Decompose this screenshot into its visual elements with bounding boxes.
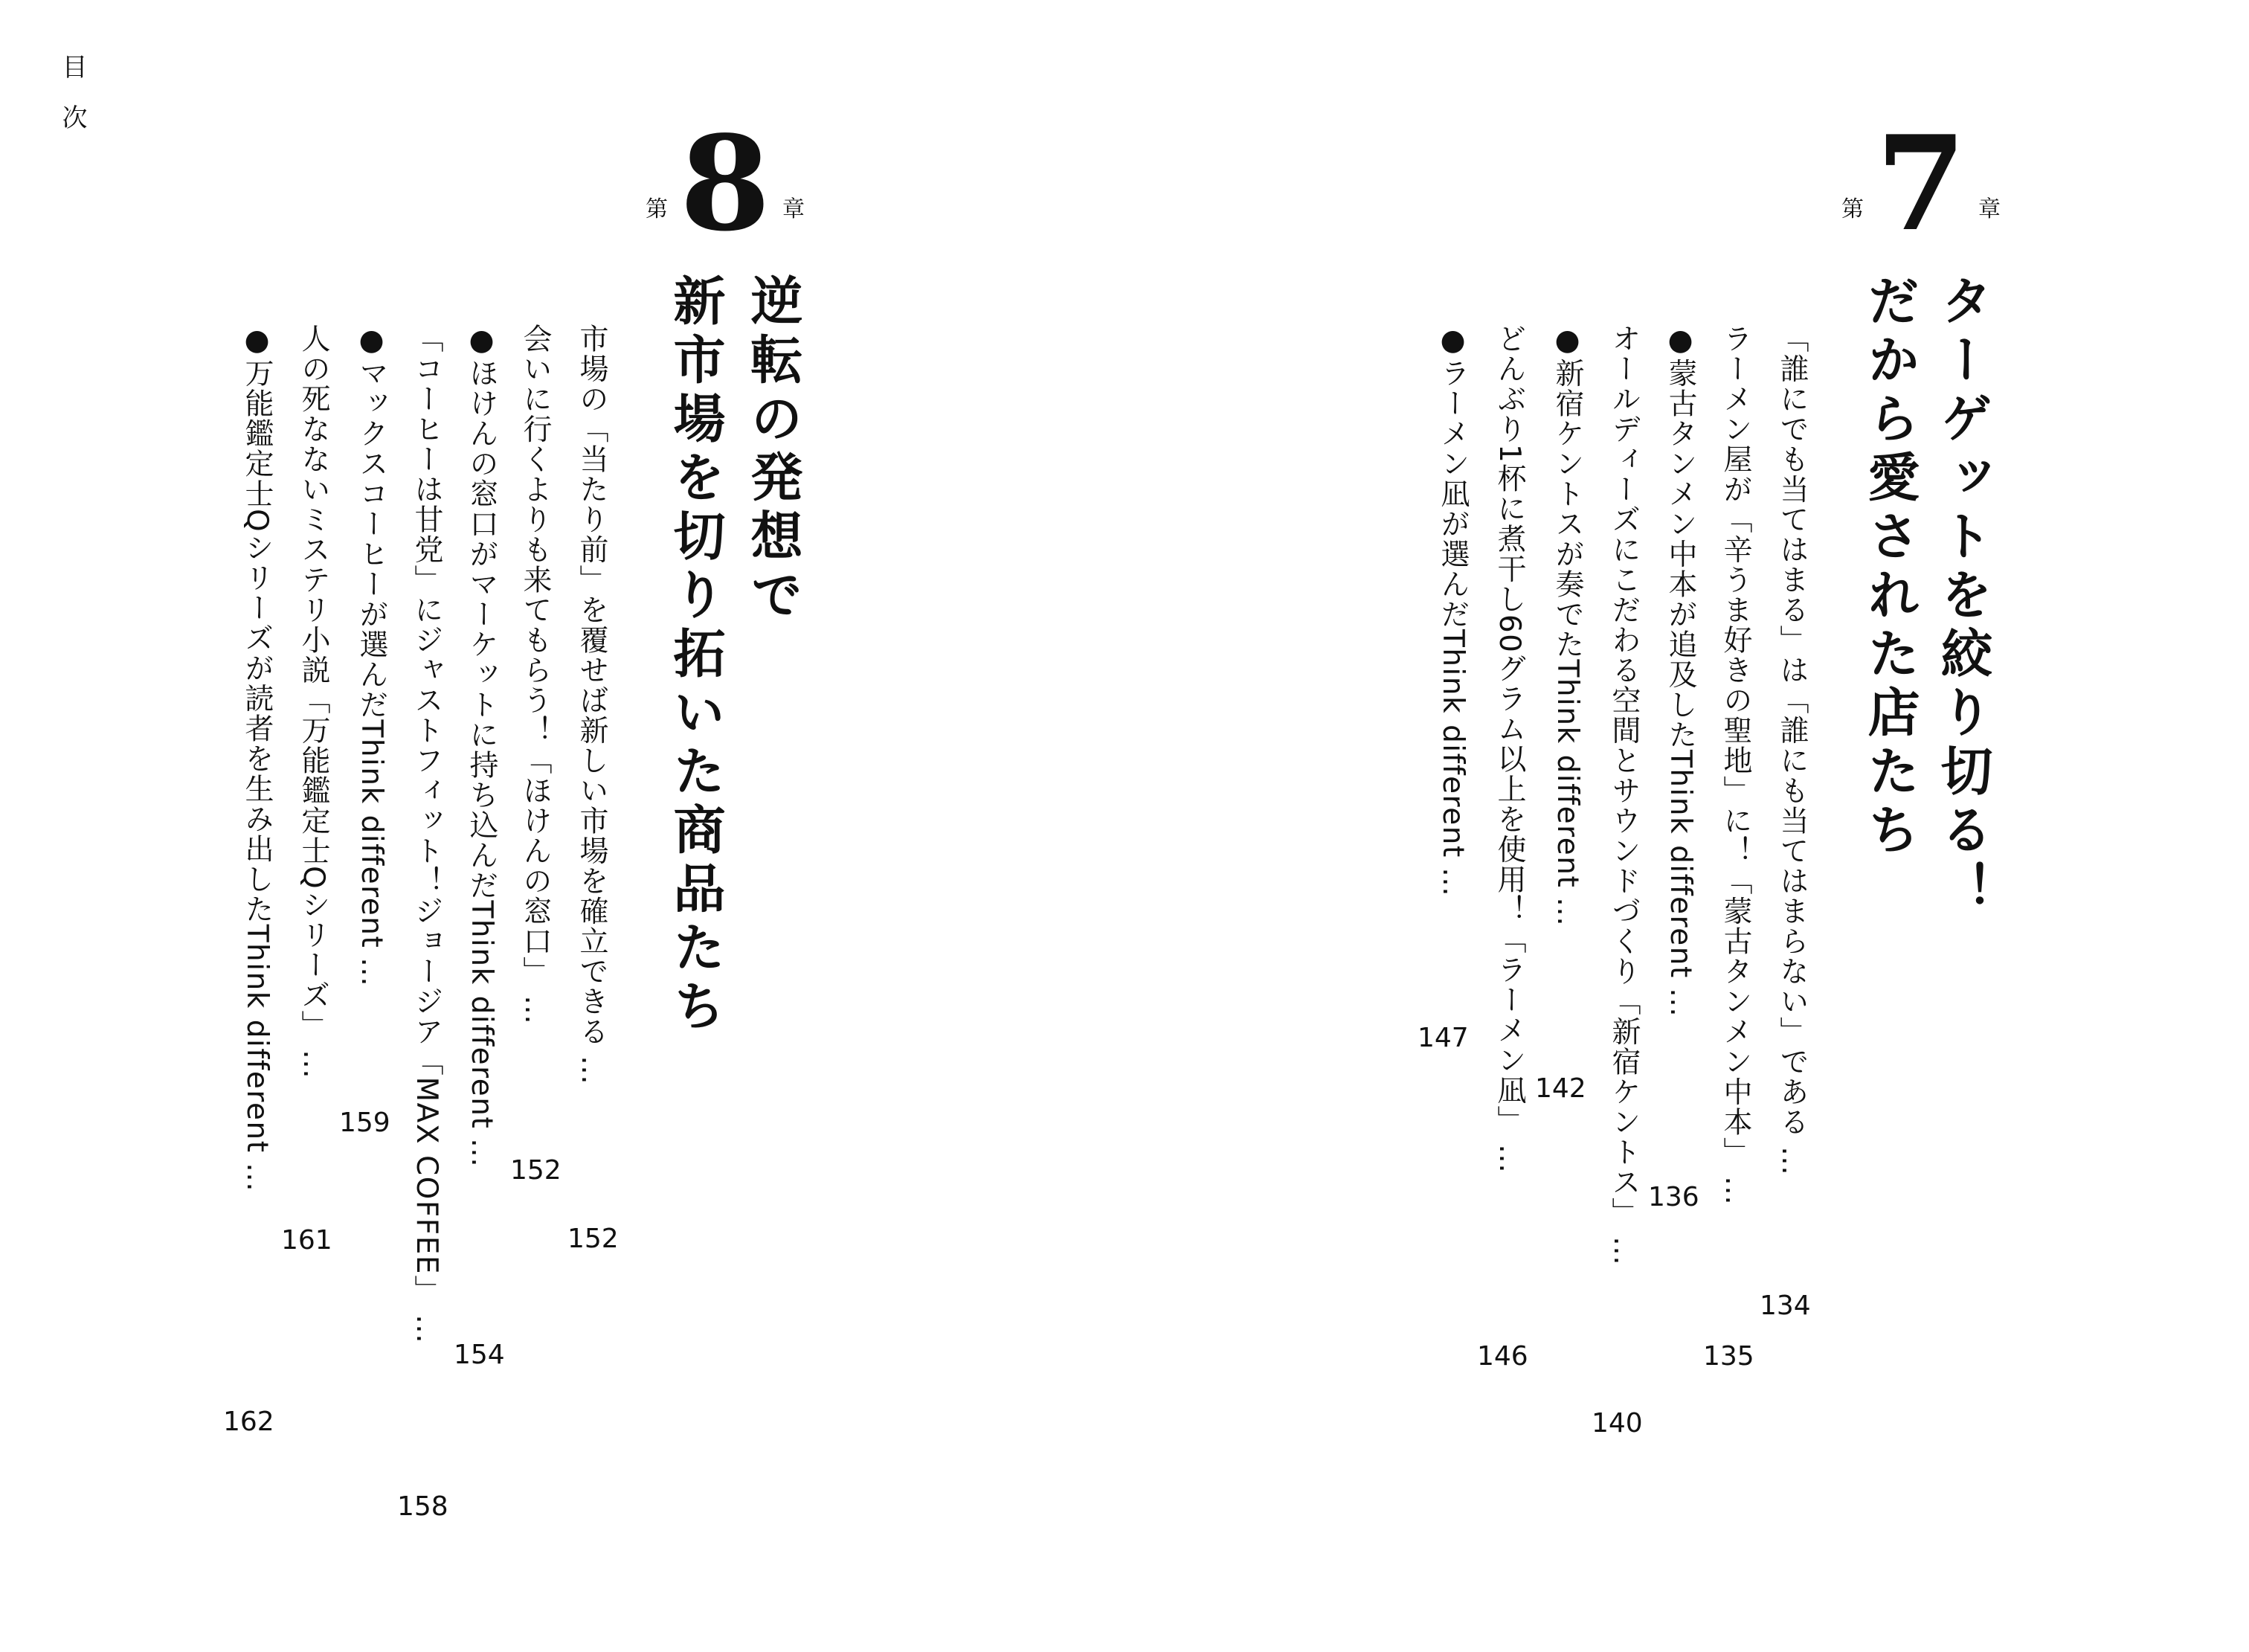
toc-entry-dots: … [1436, 867, 1470, 896]
chapter-7-sho: 章 [1978, 196, 2001, 222]
toc-page-7-1: 134 [1760, 1291, 1811, 1321]
toc-entry-dots: … [1719, 1176, 1753, 1205]
toc-entry-dots: … [518, 995, 553, 1024]
chapter-8-title-line-1: 逆転の発想で [742, 274, 804, 626]
toc-entry-7-2[interactable] [1718, 324, 1752, 1205]
chapter-8-number: 8 [680, 108, 770, 260]
toc-entry-dots: … [575, 1055, 609, 1084]
toc-entry-text: 人の死なないミステリ小説「万能鑑定士Qシリーズ」 [297, 324, 331, 1041]
toc-entry-8-2[interactable] [518, 324, 552, 1024]
toc-entry-7-5[interactable] [1550, 324, 1584, 926]
toc-entry-7-1[interactable] [1775, 324, 1809, 1175]
toc-entry-dots: … [297, 1049, 331, 1079]
toc-entry-dots: … [1664, 987, 1698, 1017]
toc-page-8-2: 152 [510, 1155, 562, 1186]
chapter-8-heading [646, 108, 805, 260]
toc-entry-text: ●蒙古タンメン中本が追及したThink different [1664, 324, 1698, 979]
toc-entry-8-1[interactable] [574, 324, 608, 1084]
toc-entry-dots: … [465, 1138, 499, 1168]
toc-entry-text: ●ほけんの窓口がマーケットに持ち込んだThink different [465, 324, 499, 1130]
toc-entry-7-3[interactable] [1663, 324, 1697, 1017]
toc-entry-7-6[interactable] [1492, 324, 1526, 1173]
toc-page-7-3: 136 [1648, 1182, 1699, 1212]
chapter-7-dai: 第 [1841, 196, 1864, 222]
toc-entry-text: オールディーズにこだわる空間とサウンドづくり「新宿ケントス」 [1607, 324, 1641, 1227]
toc-page-8-6: 161 [281, 1225, 332, 1256]
toc-entry-dots: … [1775, 1145, 1809, 1175]
toc-entry-8-5[interactable] [354, 324, 388, 986]
chapter-8-sho: 章 [782, 196, 805, 222]
toc-entry-text: 「コーヒーは甘党」にジャストフィット！ジョージア「MAX COFFEE」 [410, 324, 444, 1305]
chapter-8-title-line-2: 新市場を切り拓いた商品たち [665, 274, 727, 1038]
toc-page-8-1: 152 [567, 1224, 619, 1254]
toc-entry-text: 市場の「当たり前」を覆せば新しい市場を確立できる [575, 324, 609, 1047]
toc-page-7-4: 140 [1592, 1408, 1643, 1439]
toc-entry-text: 「誰にでも当てはまる」は「誰にも当てはまらない」である [1775, 324, 1809, 1137]
toc-entry-8-7[interactable] [239, 324, 274, 1192]
chapter-7-number: 7 [1876, 108, 1966, 260]
chapter-7-heading [1841, 108, 2001, 260]
toc-page-7-2: 135 [1703, 1341, 1754, 1372]
toc-entry-dots: … [1607, 1236, 1641, 1265]
toc-entry-7-7[interactable] [1435, 324, 1470, 896]
toc-entry-8-3[interactable] [464, 324, 498, 1167]
toc-entry-text: 会いに行くよりも来てもらう！「ほけんの窓口」 [518, 324, 553, 986]
toc-entry-dots: … [1493, 1144, 1527, 1174]
toc-entry-dots: … [1551, 897, 1585, 927]
toc-entry-dots: … [355, 957, 389, 987]
toc-entry-dots: … [410, 1314, 444, 1343]
toc-entry-dots: … [240, 1162, 274, 1192]
toc-page-8-3: 154 [454, 1340, 505, 1370]
toc-entry-text: ラーメン屋が「辛うま好きの聖地」に！「蒙古タンメン中本」 [1719, 324, 1753, 1167]
toc-page-8-5: 159 [339, 1108, 390, 1138]
toc-entry-text: ●万能鑑定士Qシリーズが読者を生み出したThink different [240, 324, 274, 1154]
toc-page-8-4: 158 [397, 1491, 448, 1522]
toc-page-7-6: 146 [1477, 1341, 1528, 1372]
toc-entry-text: ●マックスコーヒーが選んだThink different [355, 324, 389, 949]
chapter-7-title-line-1: ターゲットを絞り切る！ [1932, 274, 1994, 920]
toc-page-7-5: 142 [1535, 1073, 1586, 1104]
toc-page-8-7: 162 [223, 1407, 274, 1437]
page-label: 目次 [57, 54, 87, 155]
toc-entry-8-4[interactable] [409, 324, 443, 1343]
toc-entry-text: ●新宿ケントスが奏でたThink different [1551, 324, 1585, 889]
toc-entry-7-4[interactable] [1606, 324, 1641, 1265]
chapter-7-title-line-2: だから愛された店たち [1859, 274, 1921, 861]
toc-entry-text: ●ラーメン凪が選んだThink different [1436, 324, 1470, 858]
chapter-8-dai: 第 [646, 196, 668, 222]
toc-entry-8-6[interactable] [296, 324, 330, 1079]
toc-entry-text: どんぶり1杯に煮干し60グラム以上を使用！「ラーメン凪」 [1493, 324, 1527, 1136]
toc-page-7-7: 147 [1418, 1023, 1469, 1053]
